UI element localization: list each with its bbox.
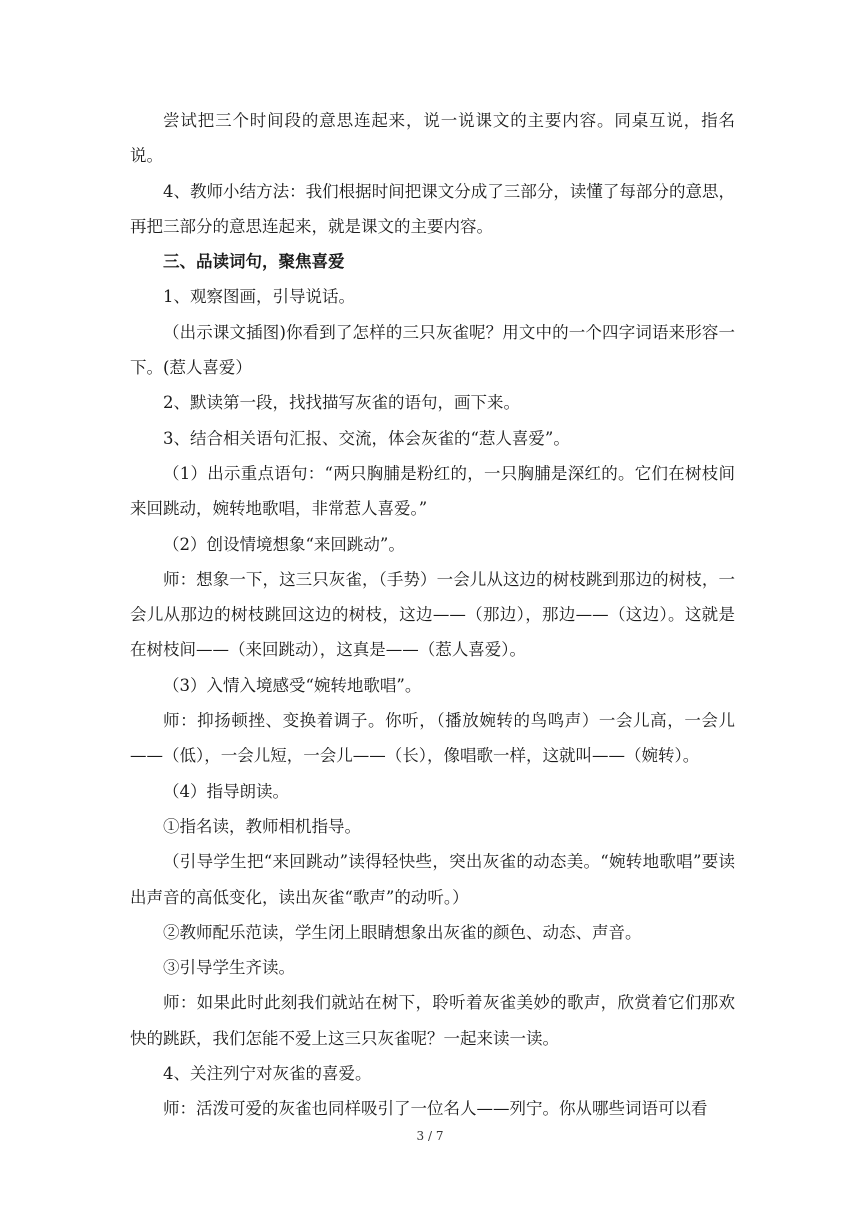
paragraph: 尝试把三个时间段的意思连起来，说一说课文的主要内容。同桌互说，指名说。 <box>130 111 735 166</box>
paragraph: 3、结合相关语句汇报、交流，体会灰雀的“惹人喜爱”。 <box>163 428 570 448</box>
paragraph: ③引导学生齐读。 <box>163 958 295 978</box>
paragraph: （4）指导朗读。 <box>163 781 289 801</box>
paragraph: 2、默读第一段，找找描写灰雀的语句，画下来。 <box>163 393 520 413</box>
paragraph: 师：活泼可爱的灰雀也同样吸引了一位名人——列宁。你从哪些词语可以看 <box>163 1099 708 1119</box>
paragraph: （2）创设情境想象“来回跳动”。 <box>163 534 405 554</box>
section-heading: 三、品读词句，聚焦喜爱 <box>163 252 345 272</box>
paragraph: （引导学生把“来回跳动”读得轻快些，突出灰雀的动态美。“婉转地歌唱”要读出声音的高低变化，读出灰雀“歌声”的动听。） <box>130 852 735 907</box>
paragraph: 4、关注列宁对灰雀的喜爱。 <box>163 1064 372 1084</box>
paragraph: （3）入情入境感受“婉转地歌唱”。 <box>163 675 422 695</box>
paragraph: （出示课文插图)你看到了怎样的三只灰雀呢？用文中的一个四字词语来形容一下。(惹人喜爱） <box>130 322 735 378</box>
paragraph: ②教师配乐范读，学生闭上眼睛想象出灰雀的颜色、动态、声音。 <box>163 922 642 942</box>
document-body <box>130 103 735 1127</box>
paragraph: 师：如果此时此刻我们就站在树下，聆听着灰雀美妙的歌声，欣赏着它们那欢快的跳跃，我们怎能不爱上这三只灰雀呢？一起来读一读。 <box>130 993 735 1048</box>
paragraph: 4、教师小结方法：我们根据时间把课文分成了三部分，读懂了每部分的意思，再把三部分的意思连起来，就是课文的主要内容。 <box>130 181 735 236</box>
paragraph: 师：想象一下，这三只灰雀，（手势）一会儿从这边的树枝跳到那边的树枝，一会儿从那边的树枝跳回这边的树枝，这边——（那边），那边——（这边）。这就是在树枝间——（来回跳动），这真是——（惹人喜爱）。 <box>130 569 735 660</box>
paragraph: 1、观察图画，引导说话。 <box>163 287 355 307</box>
paragraph: （1）出示重点语句：“两只胸脯是粉红的，一只胸脯是深红的。它们在树枝间来回跳动，婉转地歌唱，非常惹人喜爱。” <box>130 463 735 519</box>
paragraph: 师：抑扬顿挫、变换着调子。你听，（播放婉转的鸟鸣声）一会儿高，一会儿——（低），一会儿短，一会儿——（长），像唱歌一样，这就叫——（婉转）。 <box>130 711 735 766</box>
paragraph: ①指名读，教师相机指导。 <box>163 816 361 836</box>
page-number: 3 / 7 <box>416 1129 444 1143</box>
